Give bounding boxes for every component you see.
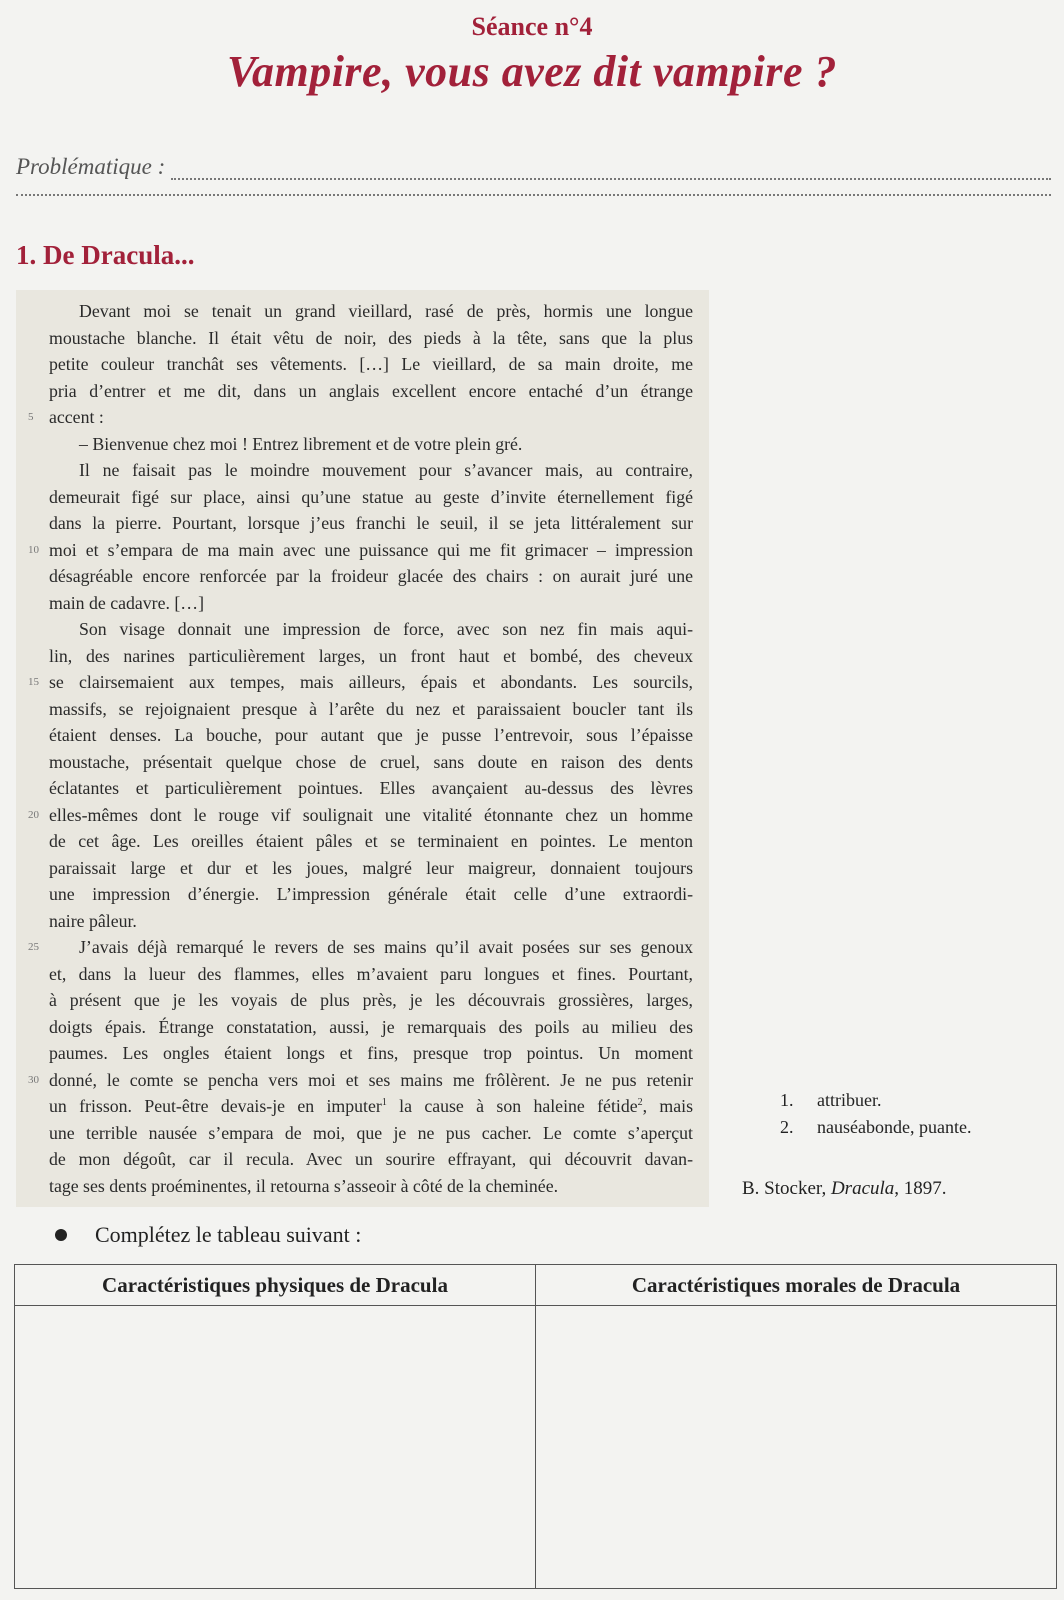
- text-line: pria d’entrer et me dit, dans un anglais excellent encore entaché d’un étrange: [49, 380, 693, 401]
- line-number: 15: [28, 676, 39, 688]
- problematique-label: Problématique :: [16, 154, 166, 179]
- text-line: étaient denses. La bouche, pour autant que je pusse l’entrevoir, sous l’épaisse: [49, 725, 693, 745]
- problematique-dotted-line-2[interactable]: [16, 194, 1051, 196]
- footnote-ref-1: 1: [381, 1097, 387, 1109]
- extract-text-box: [16, 290, 709, 1207]
- characteristics-table: [14, 1264, 1057, 1589]
- line-number: 5: [28, 411, 34, 423]
- bullet-icon: [55, 1229, 67, 1241]
- instruction-text: Complétez le tableau suivant :: [95, 1222, 362, 1247]
- text-line: tage ses dents proéminentes, il retourna s’asseoir à côté de la cheminée.: [49, 1175, 559, 1196]
- text-line: – Bienvenue chez moi ! Entrez librement et de votre plein gré.: [79, 433, 523, 454]
- line-number: 25: [28, 941, 39, 953]
- text-line: éclatantes et particulièrement pointues. Elles avançaient au-dessus des lèvres: [49, 778, 693, 798]
- text-line: Devant moi se tenait un grand vieillard, rasé de près, hormis une longue: [79, 301, 693, 321]
- line-number: 10: [28, 543, 39, 556]
- text-line: Il ne faisait pas le moindre mouvement pour s’avancer mais, au contraire,: [79, 460, 693, 480]
- column-header-moral: Caractéristiques morales de Dracula: [536, 1265, 1057, 1306]
- text-line: 10 moi et s’empara de ma main avec une puissance qui me fit grimacer – impression: [16, 537, 709, 564]
- text-line: moustache, présentait quelque chose de cruel, sans doute en raison des dents: [49, 751, 693, 772]
- text-line: une impression d’énergie. L’impression générale était celle d’une extraordi-: [49, 884, 693, 904]
- footnote-1: 1. attribuer.: [780, 1090, 882, 1110]
- text-line: doigts épais. Étrange constatation, aussi, je remarquais des poils au milieu des: [49, 1016, 693, 1037]
- answer-cell-physical[interactable]: [15, 1306, 536, 1589]
- text-line: un frisson. Peut-être devais-je en imputer$^1$ la cause à son haleine fétide$^2$, mais: [49, 1096, 693, 1116]
- text-line: de mon dégoût, car il recula. Avec un sourire effrayant, qui découvrit davan-: [49, 1149, 693, 1169]
- text-line: de cet âge. Les oreilles étaient pâles et se terminaient en pointes. Le menton: [49, 831, 693, 851]
- text-line: 20 elles-mêmes dont le rouge vif soulignait une vitalité étonnante chez un homme: [16, 802, 709, 829]
- footnotes: [780, 1087, 971, 1141]
- line-number: 20: [28, 808, 39, 821]
- footnote-ref-2: 2: [637, 1097, 643, 1109]
- text-line: 25 J’avais déjà remarqué le revers de ses mains qu’il avait posées sur ses genoux: [16, 934, 709, 961]
- extract-text: [16, 298, 709, 1199]
- footnote-2: 2. nauséabonde, puante.: [780, 1117, 972, 1137]
- text-line: et, dans la lueur des flammes, elles m’avaient paru longues et fines. Pourtant,: [49, 963, 693, 984]
- text-line: 5 accent :: [16, 404, 709, 431]
- text-line: 30 donné, le comte se pencha vers moi et ses mains me frôlèrent. Je ne pus retenir: [16, 1067, 709, 1094]
- instruction: [55, 1222, 361, 1248]
- line-number: 30: [28, 1073, 39, 1086]
- text-line: main de cadavre. […]: [49, 592, 205, 613]
- answer-cell-moral[interactable]: [536, 1306, 1057, 1589]
- text-line: désagréable encore renforcée par la froideur glacée des chairs : on aurait juré une: [49, 566, 693, 586]
- text-line: paumes. Les ongles étaient longs et fins, presque trop pointus. Un moment: [49, 1043, 693, 1063]
- text-line: paraissait large et dur et les joues, malgré leur maigreur, donnaient toujours: [49, 857, 693, 878]
- problematique-dotted-line-1[interactable]: [171, 154, 1051, 180]
- text-line: une terrible nausée s’empara de moi, que je ne pus cacher. Le comte s’aperçut: [49, 1122, 693, 1143]
- text-line: demeurait figé sur place, ainsi qu’une statue au geste d’invite éternellement figé: [49, 486, 693, 507]
- section-heading: 1. De Dracula...: [16, 240, 195, 270]
- text-line: petite couleur tranchât ses vêtements. […] Le vieillard, de sa main droite, me: [49, 354, 693, 374]
- page-title: Vampire, vous avez dit vampire ?: [227, 47, 837, 96]
- text-line: 15 se clairsemaient aux tempes, mais ailleurs, épais et abondants. Les sourcils,: [16, 669, 709, 696]
- seance-number: Séance n°4: [471, 12, 593, 41]
- text-line: lin, des narines particulièrement larges, un front haut et bombé, des cheveux: [49, 645, 693, 666]
- text-line: massifs, se rejoignaient presque à l’arête du nez et paraissaient boucler tant ils: [49, 698, 693, 719]
- text-line: Son visage donnait une impression de force, avec son nez fin mais aqui-: [79, 619, 693, 639]
- text-line: à présent que je les voyais de plus près, je les découvrais grossières, larges,: [49, 990, 693, 1010]
- problematique-row: [16, 150, 1051, 180]
- text-line: moustache blanche. Il était vêtu de noir, des pieds à la tête, sans que la plus: [49, 327, 693, 348]
- source-citation: B. Stocker, Dracula, 1897.: [742, 1178, 947, 1199]
- text-line: naire pâleur.: [49, 910, 137, 931]
- text-line: dans la pierre. Pourtant, lorsque j’eus franchi le seuil, il se jeta littéralement sur: [49, 513, 693, 533]
- column-header-physical: Caractéristiques physiques de Dracula: [15, 1265, 536, 1306]
